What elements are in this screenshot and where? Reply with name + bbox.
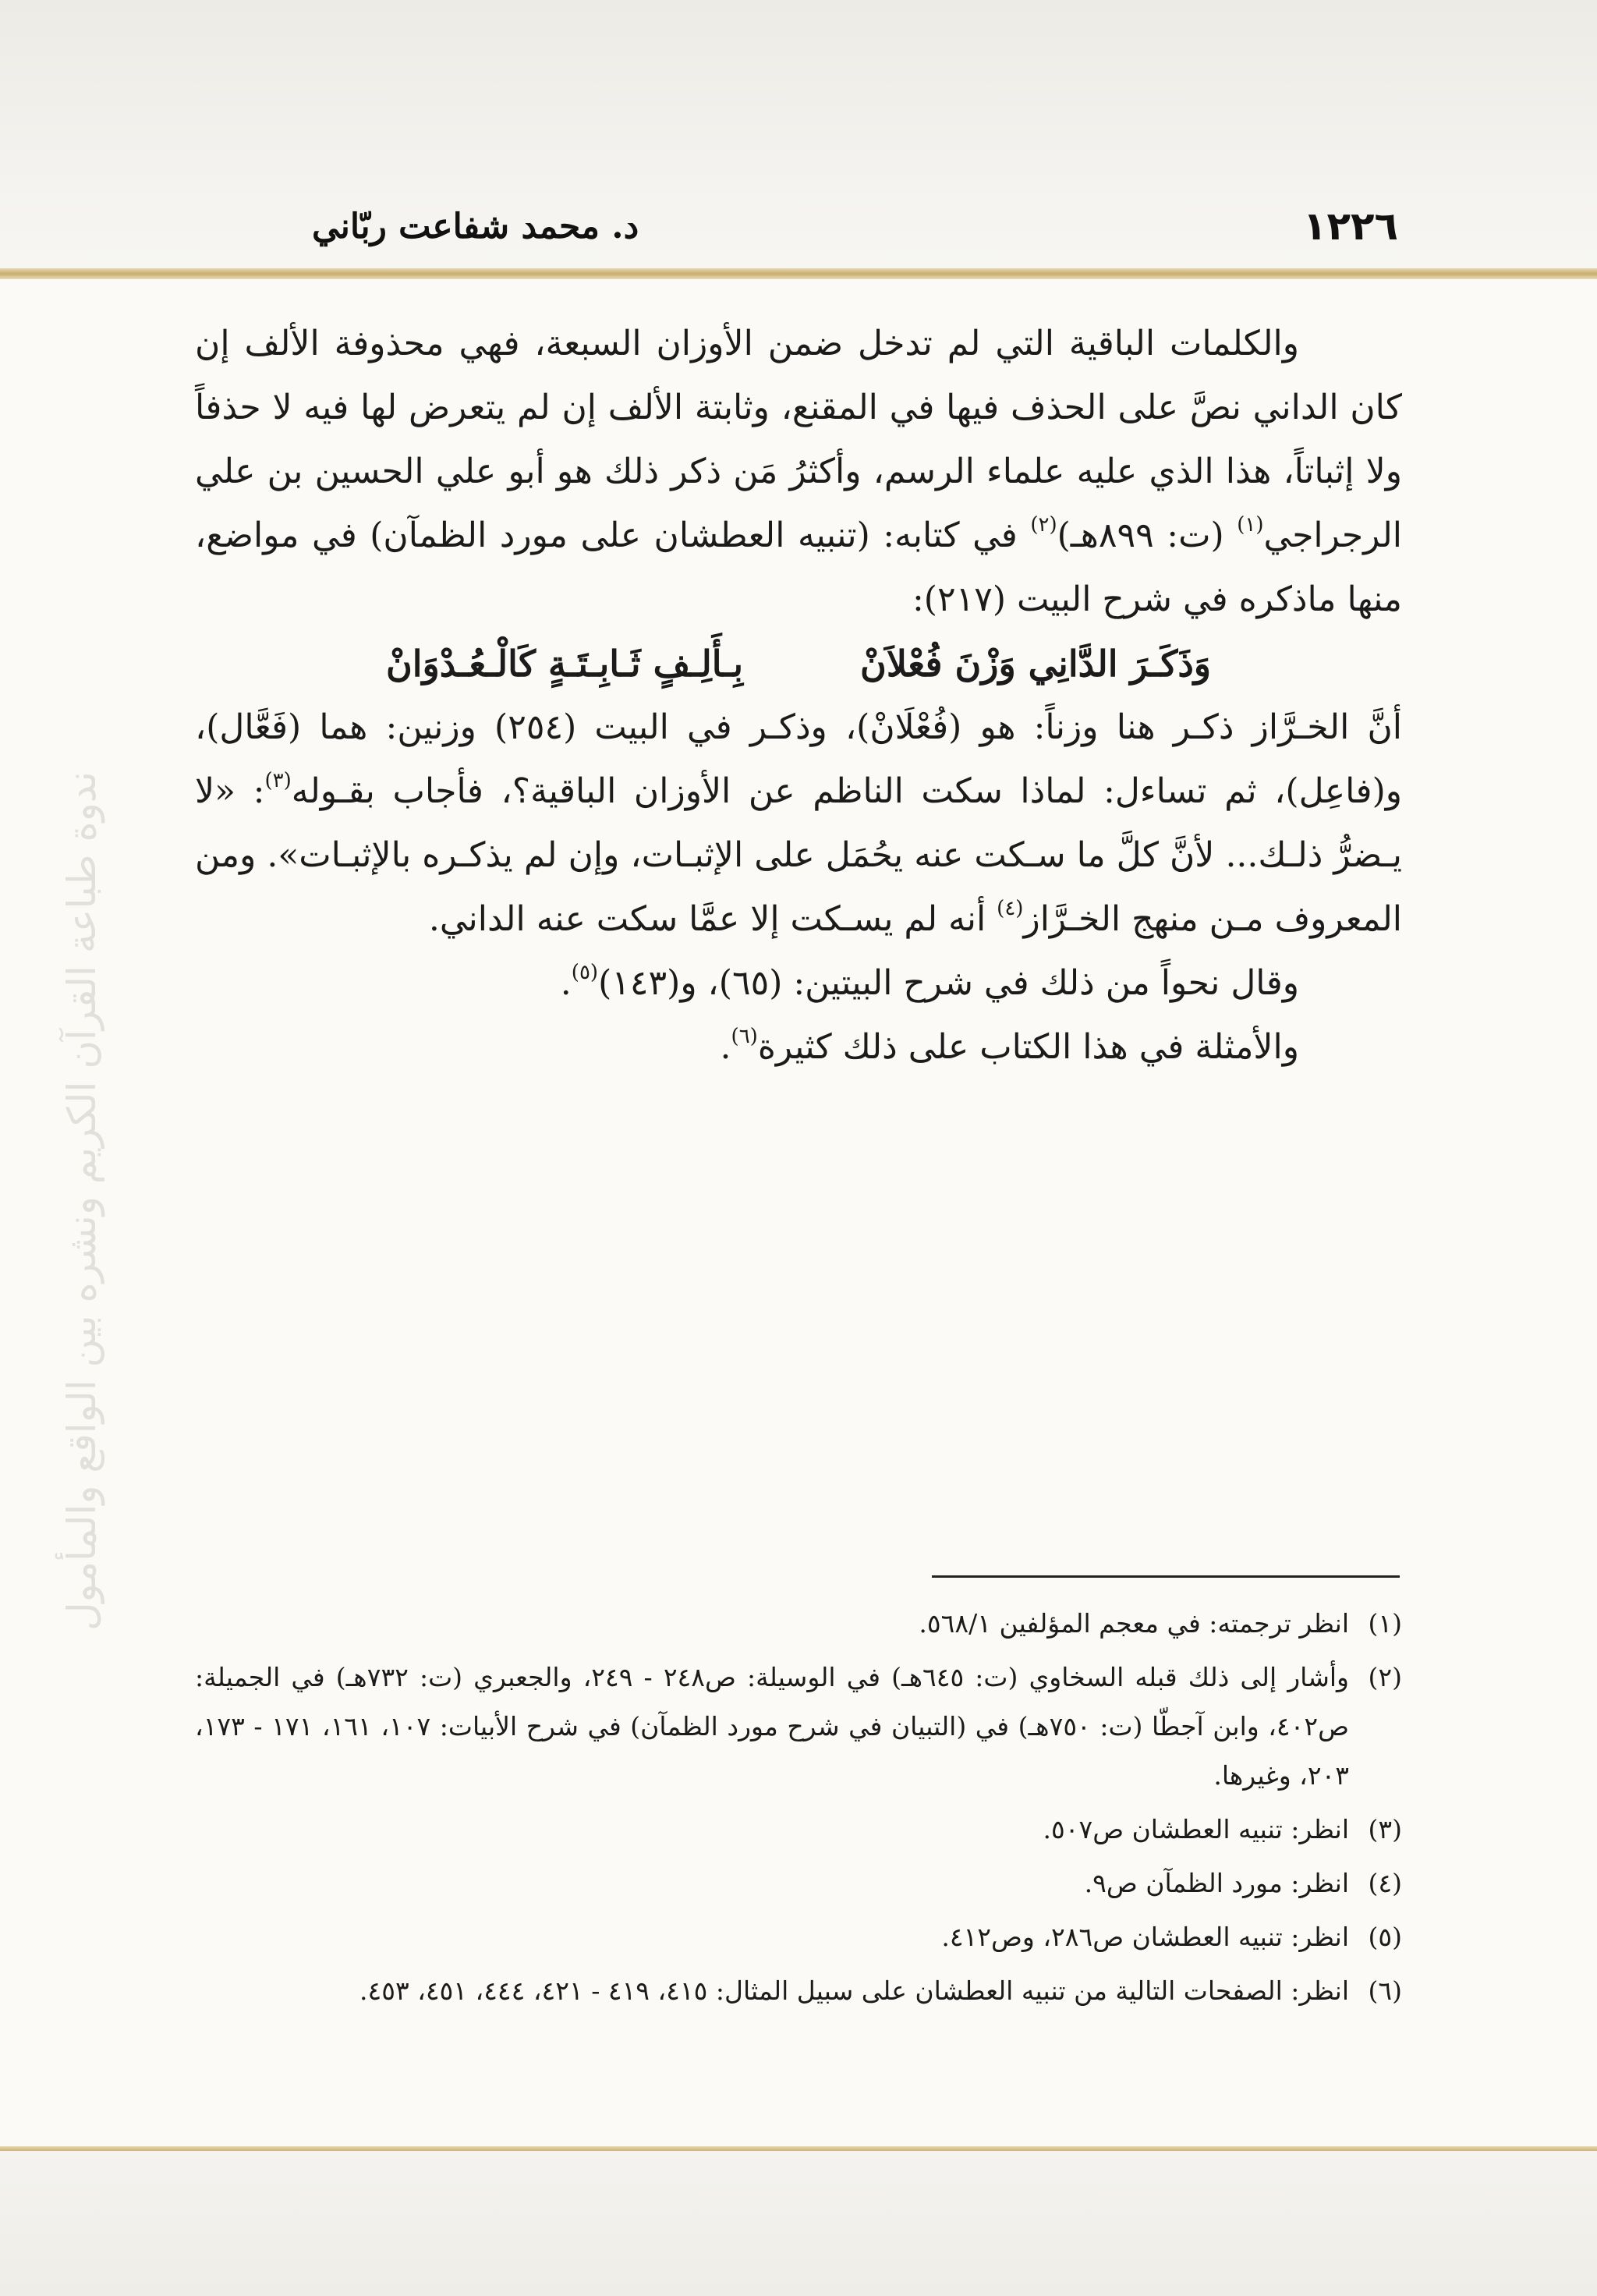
paragraph-1 [195,312,1402,632]
page-number: ١٢٢٦ [1302,204,1398,249]
author-name: د. محمد شفاعت ربّاني [312,206,639,246]
footnote-number: (٢) [1368,1662,1402,1692]
footnote-separator [932,1575,1400,1578]
footnote [195,1599,1402,1648]
footnote-text: انظر ترجمته: في معجم المؤلفين ٥٦٨/١. [919,1608,1349,1639]
paragraph-text: وقال نحواً من ذلك في شرح البيتين: (٦٥)، و(١٤٣) [598,963,1299,1003]
paragraph-text: والأمثلة في هذا الكتاب على ذلك كثيرة [757,1027,1299,1067]
footnote-marker-4[interactable]: (٤) [997,897,1024,921]
paragraph-line: والكلمات الباقية التي لم تدخل ضمن الأوزان السبعة، فهي محذوفة الألف [244,324,1299,363]
paragraph-text: : «لا يـضرُّ ذلـك... لأنَّ كلَّ ما سـكت عنه يحُمَل على الإثبـات، وإن لم يذكـره بالإثبـات». ومن المعروف مـن منهج الخـرَّاز [195,771,1402,939]
footnote [195,1912,1402,1961]
verse-hemistich-1: وَذَكَـرَ الدَّانِي وَزْنَ فُعْلاَنْ [860,643,1212,685]
paragraph-text: أنه لم يسـكت إلا عمَّا سكت عنه الداني. [428,899,997,939]
paragraph-4 [195,1015,1402,1079]
footnote-number: (١) [1368,1608,1402,1639]
footnotes [195,1599,1402,2020]
header-gold-rule [0,268,1597,279]
paragraph-3 [195,951,1402,1015]
paragraph-text: أنَّ الخـرَّاز ذكـر هنا وزناً: هو (فُعْلَانْ)، وذكـر في البيت (٢٥٤) وزنين: هما (فَعَّال)، و(فاعِل)، ثم تساءل: لماذا سكت الناظم عن الأوزان الباقية؟، فأجاب بقـوله [195,707,1403,811]
running-head [312,199,1398,253]
paragraph-line: فيه لا حذفاً ولا إثباتاً، هذا الذي عليه علماء الرسم، وأكثرُ مَن ذكر ذلك هو [195,388,1402,491]
paragraph-text: . [720,1027,731,1067]
verse [195,632,1402,696]
side-watermark [31,771,133,1631]
paragraph-2 [195,696,1402,951]
footnote-text: انظر: مورد الظمآن ص٩. [1084,1868,1349,1898]
verse-hemistich-2: بِـأَلِـفٍ ثَـابِـتَـةٍ كَالْـعُـدْوَانْ [386,643,744,685]
footnote [195,1966,1402,2015]
footnote-marker-3[interactable]: (٣) [264,769,292,793]
footer-background [0,2151,1597,2296]
paragraph-text: . [560,963,572,1003]
paragraph-line: أبو علي الحسين بن علي الرجراجي [195,452,1402,555]
paragraph-line: على مورد الظمآن) في مواضع، منها ماذكره في شرح البيت (٢١٧): [195,516,1402,619]
footnote-number: (٦) [1368,1975,1402,2006]
footnote-text: انظر: تنبيه العطشان ص٥٠٧. [1043,1814,1349,1844]
footnote-marker-6[interactable]: (٦) [731,1025,758,1049]
footnote [195,1858,1402,1908]
footnote-number: (٣) [1368,1814,1402,1844]
footnote-marker-5[interactable]: (٥) [571,961,599,985]
footnote-number: (٥) [1368,1922,1402,1952]
watermark-text: ندوة طباعة القرآن الكريم ونشره بين الواقع والمأمول [59,771,104,1631]
footnote-marker-2[interactable]: (٢) [1030,513,1057,537]
footnote [195,1805,1402,1854]
paragraph-line: في كتابه: (تنبيه العطشان [653,516,1031,555]
footnote [195,1653,1402,1800]
footnote-text: انظر: تنبيه العطشان ص٢٨٦، وص٤١٢. [941,1922,1349,1952]
main-text [195,312,1402,1079]
footnote-text: انظر: الصفحات التالية من تنبيه العطشان على سبيل المثال: ٤١٥، ٤١٩ - ٤٢١، ٤٤٤، ٤٥١، ٤٥٣. [359,1975,1349,2006]
paragraph-line: إن كان الداني نصَّ على الحذف فيها في المقنع، وثابتة الألف إن لم يتعرض لها [195,324,1403,427]
footnote-marker-1[interactable]: (١) [1237,513,1264,537]
paragraph-line: (ت: ٨٩٩هـ) [1057,516,1238,555]
footnote-number: (٤) [1368,1868,1402,1898]
footnote-text: وأشار إلى ذلك قبله السخاوي (ت: ٦٤٥هـ) في الوسيلة: ص٢٤٨ - ٢٤٩، والجعبري (ت: ٧٣٢هـ) في الجميلة: ص٤٠٢، وابن آجطّا (ت: ٧٥٠هـ) في (التبيان في شرح مورد الظمآن) في شرح الأبيات: ١٠٧، ١٦١، ١٧١ - ١٧٣، ٢٠٣، وغيرها. [195,1662,1349,1791]
